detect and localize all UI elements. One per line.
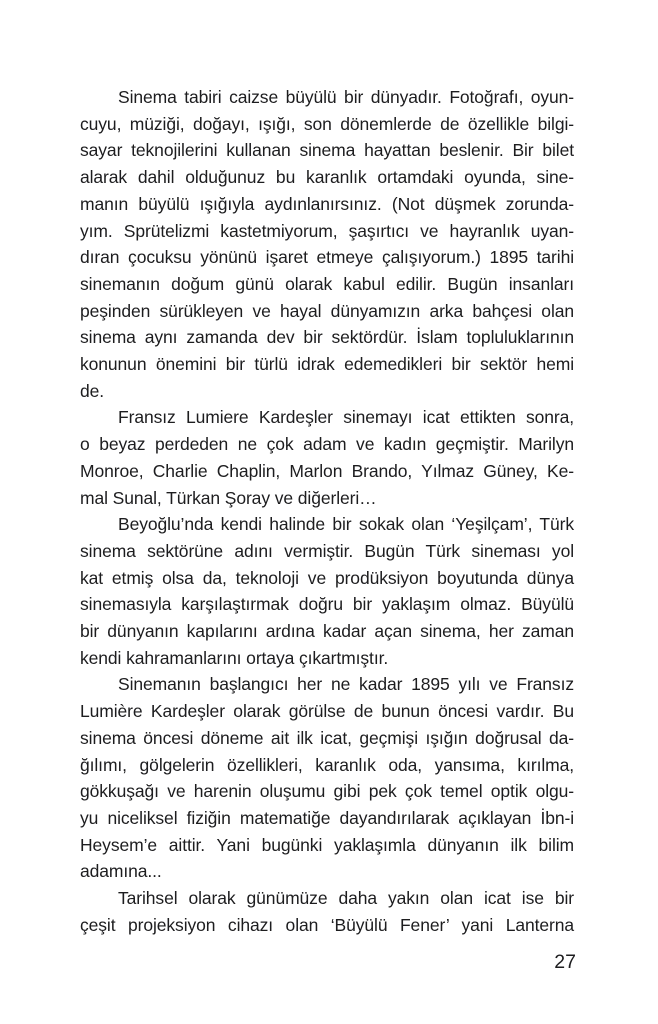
text-line: yu niceliksel fiziğin matematiğe dayandırılarak açıklayan İbn-i xyxy=(80,807,574,828)
page-number: 27 xyxy=(554,951,576,973)
text-line: mal Sunal, Türkan Şoray ve diğerleri… xyxy=(80,487,377,508)
text-line: yım. Sprütelizmi kastetmiyorum, şaşırtıcı ve hayranlık uyan- xyxy=(80,220,574,241)
text-line: de. xyxy=(80,380,105,401)
text-line: gökkuşağı ve harenin oluşumu gibi pek çok temel optik olgu- xyxy=(80,781,574,802)
text-line: sinema sektörüne adını vermiştir. Bugün Türk sineması yol xyxy=(80,540,574,561)
text-line: Beyoğlu’nda kendi halinde bir sokak olan ‘Yeşilçam’, Türk xyxy=(118,514,574,535)
paragraph xyxy=(80,511,574,671)
text-line: peşinden sürükleyen ve hayal dünyamızın arka bahçesi olan xyxy=(80,300,574,321)
text-line: cuyu, müziği, doğayı, ışığı, son dönemlerde de özellikle bilgi- xyxy=(80,113,574,134)
text-line: o beyaz perdeden ne çok adam ve kadın geçmiştir. Marilyn xyxy=(80,434,574,455)
text-line: sinemanın doğum günü olarak kabul edilir. Bugün insanları xyxy=(80,273,574,294)
text-line: Monroe, Charlie Chaplin, Marlon Brando, Yılmaz Güney, Ke- xyxy=(80,460,574,481)
text-line: alarak dahil olduğunuz bu karanlık ortamdaki oyunda, sine- xyxy=(80,167,574,188)
text-line: ğılımı, gölgelerin özellikleri, karanlık oda, yansıma, kırılma, xyxy=(80,754,574,775)
text-line: adamına... xyxy=(80,861,162,882)
text-line: Tarihsel olarak günümüze daha yakın olan icat ise bir xyxy=(118,888,574,909)
paragraph xyxy=(80,671,574,885)
text-line: sayar teknojilerini kullanan sinema hayattan beslenir. Bir bilet xyxy=(80,140,574,161)
text-line: sinemasıyla karşılaştırmak doğru bir yaklaşım olmaz. Büyülü xyxy=(80,594,574,615)
text-line: manın büyülü ışığıyla aydınlanırsınız. (Not düşmek zorunda- xyxy=(80,193,574,214)
body-text xyxy=(80,84,574,939)
paragraph xyxy=(80,885,574,938)
text-line: Lumière Kardeşler olarak görülse de bunun öncesi vardır. Bu xyxy=(80,701,574,722)
paragraph xyxy=(80,404,574,511)
text-line: sinema öncesi döneme ait ilk icat, geçmişi ışığın doğrusal da- xyxy=(80,727,574,748)
text-line: bir dünyanın kapılarını ardına kadar açan sinema, her zaman xyxy=(80,621,574,642)
text-line: sinema aynı zamanda dev bir sektördür. İslam topluluklarının xyxy=(80,327,574,348)
text-line: Fransız Lumiere Kardeşler sinemayı icat ettikten sonra, xyxy=(118,407,574,428)
text-line: kat etmiş olsa da, teknoloji ve prodüksiyon boyutunda dünya xyxy=(80,567,574,588)
text-line: çeşit projeksiyon cihazı olan ‘Büyülü Fener’ yani Lanterna xyxy=(80,914,574,935)
text-line: dıran çocuksu yönünü işaret etmeye çalışıyorum.) 1895 tarihi xyxy=(80,247,574,268)
paragraph xyxy=(80,84,574,404)
text-line: kendi kahramanlarını ortaya çıkartmıştır. xyxy=(80,647,389,668)
text-line: Sinema tabiri caizse büyülü bir dünyadır. Fotoğrafı, oyun- xyxy=(118,87,574,107)
text-line: konunun önemini bir türlü idrak edemedikleri bir sektör hemi xyxy=(80,354,574,375)
text-line: Heysem’e aittir. Yani bugünki yaklaşımla dünyanın ilk bilim xyxy=(80,834,574,855)
text-line: Sinemanın başlangıcı her ne kadar 1895 yılı ve Fransız xyxy=(118,674,574,695)
